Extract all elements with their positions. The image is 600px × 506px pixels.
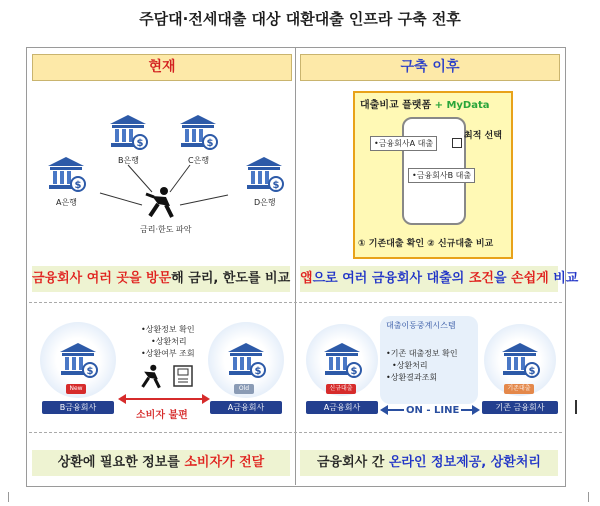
- page-corner-mark: [582, 492, 589, 502]
- running-person-icon: [144, 186, 178, 220]
- bank-icon: [322, 340, 362, 380]
- repay-step: •상환여부 조회: [141, 349, 195, 358]
- bank-icon: [226, 340, 266, 380]
- page-title: 주담대·전세대출 대상 대환대출 인프라 구축 전후: [139, 10, 461, 28]
- header-after: 구축 이후: [300, 54, 560, 81]
- bank-icon: [178, 112, 218, 152]
- bank-icon: [500, 340, 540, 380]
- bank-icon: [46, 154, 86, 194]
- online-label: ON - LINE: [406, 405, 460, 416]
- old-tag: Old: [234, 384, 254, 394]
- relay-system-title: 대출이동중계시스템: [386, 321, 456, 330]
- bank-name-right: 기존 금융회사: [482, 401, 558, 414]
- loan-card-a: •금융회사A 대출: [370, 136, 437, 151]
- courier-person-icon: [138, 364, 164, 390]
- platform-name: 대출비교 플랫폼: [360, 100, 432, 111]
- repay-step: •상환처리: [151, 337, 187, 346]
- relay-step: •상환결과조회: [386, 373, 438, 382]
- bank-name-left: B금융회사: [42, 401, 114, 414]
- relay-step: •상환처리: [392, 361, 428, 370]
- summary-after-bottom: [300, 450, 558, 476]
- old-loan-tag: 기존대출: [504, 384, 534, 394]
- summary-condition: 조건: [468, 271, 494, 286]
- platform-steps: ① 기존대출 확인 ② 신규대출 비교: [358, 239, 494, 249]
- bank-icon: [244, 154, 284, 194]
- new-tag: New: [66, 384, 86, 394]
- page-side-mark: [575, 400, 577, 414]
- summary-highlight: 소비자가 전달: [184, 455, 265, 470]
- checkbox-icon: [452, 138, 462, 148]
- page-corner-mark: [8, 492, 15, 502]
- platform-title: [360, 96, 490, 111]
- summary-easy: 손쉽게: [511, 271, 549, 286]
- summary-before-top: [32, 266, 290, 292]
- bank-label: C은행: [188, 156, 210, 165]
- summary-text: 금융회사 간: [317, 455, 389, 470]
- bank-label: D은행: [254, 198, 276, 207]
- mydata-label: + MyData: [431, 100, 490, 111]
- divider: [29, 432, 562, 433]
- summary-text: 으로 여러 금융회사 대출의: [312, 271, 469, 286]
- summary-text: 상환에 필요한 정보를: [57, 455, 185, 470]
- bank-name-left: A금융회사: [306, 401, 378, 414]
- summary-app: 앱: [300, 271, 313, 286]
- bank-label: B은행: [118, 156, 139, 165]
- summary-highlight: 금융회사 여러 곳을 방문: [32, 271, 172, 286]
- summary-highlight: 온라인 정보제공, 상환처리: [388, 455, 541, 470]
- repay-step: •상환정보 확인: [141, 325, 195, 334]
- bank-icon: [58, 340, 98, 380]
- loan-card-b: •금융회사B 대출: [408, 168, 475, 183]
- bank-name-right: A금융회사: [210, 401, 282, 414]
- summary-before-bottom: [32, 450, 290, 476]
- bank-icon: [108, 112, 148, 152]
- summary-after-top: [300, 266, 579, 292]
- exchange-arrow-icon: [118, 392, 210, 406]
- divider: [29, 302, 562, 303]
- fax-machine-icon: [172, 364, 194, 388]
- relay-step: •기존 대출정보 확인: [386, 349, 458, 358]
- summary-text: 해 금리, 한도를 비교: [171, 271, 291, 286]
- summary-text: 비교: [548, 271, 579, 286]
- header-before: 현재: [32, 54, 292, 81]
- best-choice-label: 최적 선택: [464, 131, 502, 141]
- new-loan-tag: 신규대출: [326, 384, 356, 394]
- summary-text: 을: [493, 271, 512, 286]
- person-caption: 금리·한도 파악: [140, 225, 192, 234]
- bank-label: A은행: [56, 198, 77, 207]
- inconvenience-label: 소비자 불편: [136, 410, 188, 421]
